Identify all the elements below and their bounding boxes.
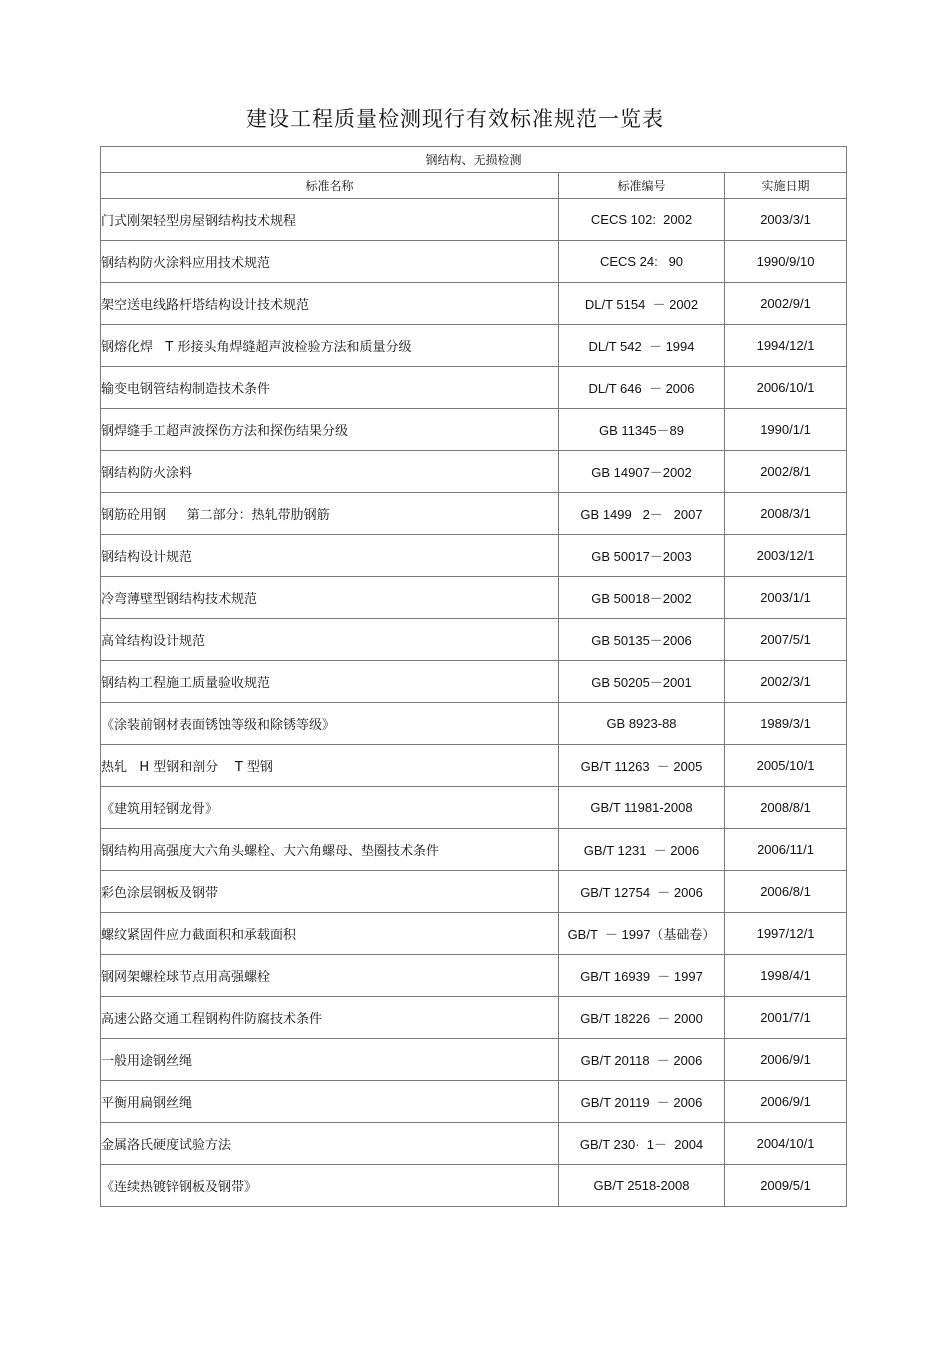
table-row (101, 1165, 847, 1207)
standard-code: GB 11345－89 (559, 409, 725, 451)
effective-date: 2006/11/1 (725, 829, 847, 871)
table-row (101, 829, 847, 871)
effective-date: 2008/3/1 (725, 493, 847, 535)
table-row (101, 577, 847, 619)
effective-date: 2006/8/1 (725, 871, 847, 913)
header-name: 标准名称 (101, 173, 559, 199)
table-row (101, 913, 847, 955)
standard-name: 钢焊缝手工超声波探伤方法和探伤结果分级 (101, 409, 559, 451)
standard-code: GB/T 12754 － 2006 (559, 871, 725, 913)
header-date: 实施日期 (725, 173, 847, 199)
table-row (101, 493, 847, 535)
table-row (101, 535, 847, 577)
standard-code: DL/T 542 － 1994 (559, 325, 725, 367)
standard-name: 高耸结构设计规范 (101, 619, 559, 661)
effective-date: 2003/12/1 (725, 535, 847, 577)
effective-date: 1989/3/1 (725, 703, 847, 745)
standard-name: 钢结构工程施工质量验收规范 (101, 661, 559, 703)
standard-name: 钢结构防火涂料 (101, 451, 559, 493)
effective-date: 1998/4/1 (725, 955, 847, 997)
table-row (101, 283, 847, 325)
effective-date: 1990/1/1 (725, 409, 847, 451)
section-title: 钢结构、无损检测 (101, 147, 847, 173)
standard-code: GB 14907－2002 (559, 451, 725, 493)
table-row (101, 871, 847, 913)
standard-code: GB 50135－2006 (559, 619, 725, 661)
effective-date: 1997/12/1 (725, 913, 847, 955)
standard-name: 《连续热镀锌钢板及钢带》 (101, 1165, 559, 1207)
standard-name: 钢结构设计规范 (101, 535, 559, 577)
standard-code: GB 50018－2002 (559, 577, 725, 619)
effective-date: 2004/10/1 (725, 1123, 847, 1165)
page-title: 建设工程质量检测现行有效标准规范一览表 (246, 107, 664, 131)
standard-code: CECS 24: 90 (559, 241, 725, 283)
effective-date: 2007/5/1 (725, 619, 847, 661)
standard-code: GB/T 18226 － 2000 (559, 997, 725, 1039)
table-row (101, 661, 847, 703)
standards-table (100, 146, 847, 1207)
effective-date: 2005/10/1 (725, 745, 847, 787)
table-row (101, 955, 847, 997)
standard-name: 彩色涂层钢板及钢带 (101, 871, 559, 913)
effective-date: 2006/9/1 (725, 1081, 847, 1123)
standard-code: DL/T 646 － 2006 (559, 367, 725, 409)
standard-name: 钢结构防火涂料应用技术规范 (101, 241, 559, 283)
standard-name: 螺纹紧固件应力截面积和承载面积 (101, 913, 559, 955)
effective-date: 1990/9/10 (725, 241, 847, 283)
standard-code: GB/T 11263 － 2005 (559, 745, 725, 787)
standard-code: CECS 102: 2002 (559, 199, 725, 241)
table-row (101, 325, 847, 367)
effective-date: 2002/9/1 (725, 283, 847, 325)
standard-code: DL/T 5154 － 2002 (559, 283, 725, 325)
effective-date: 2002/8/1 (725, 451, 847, 493)
effective-date: 2008/8/1 (725, 787, 847, 829)
standard-code: GB/T 1231 － 2006 (559, 829, 725, 871)
standard-code: GB/T 11981-2008 (559, 787, 725, 829)
table-row (101, 199, 847, 241)
table-row (101, 367, 847, 409)
standard-name: 钢网架螺栓球节点用高强螺栓 (101, 955, 559, 997)
table-row (101, 1081, 847, 1123)
standard-code: GB/T 20118 － 2006 (559, 1039, 725, 1081)
standard-code: GB 1499 2－ 2007 (559, 493, 725, 535)
standard-code: GB 50017－2003 (559, 535, 725, 577)
standard-name: 架空送电线路杆塔结构设计技术规范 (101, 283, 559, 325)
table-row (101, 997, 847, 1039)
effective-date: 2002/3/1 (725, 661, 847, 703)
section-row (101, 147, 847, 173)
effective-date: 2003/3/1 (725, 199, 847, 241)
table-row (101, 787, 847, 829)
header-row (101, 173, 847, 199)
standard-name: 《涂装前钢材表面锈蚀等级和除锈等级》 (101, 703, 559, 745)
standard-name: 门式刚架轻型房屋钢结构技术规程 (101, 199, 559, 241)
standard-name: 钢筋砼用钢 第二部分：热轧带肋钢筋 (101, 493, 559, 535)
effective-date: 2003/1/1 (725, 577, 847, 619)
standard-code: GB/T 20119 － 2006 (559, 1081, 725, 1123)
standard-code: GB/T － 1997（基础卷） (559, 913, 725, 955)
standard-name: 冷弯薄壁型钢结构技术规范 (101, 577, 559, 619)
effective-date: 2006/9/1 (725, 1039, 847, 1081)
table-row (101, 619, 847, 661)
table-row (101, 409, 847, 451)
effective-date: 2006/10/1 (725, 367, 847, 409)
standard-name: 热轧 H 型钢和剖分 T 型钢 (101, 745, 559, 787)
standard-name: 《建筑用轻钢龙骨》 (101, 787, 559, 829)
header-code: 标准编号 (559, 173, 725, 199)
table-row (101, 241, 847, 283)
standard-name: 输变电钢管结构制造技术条件 (101, 367, 559, 409)
standard-code: GB 8923-88 (559, 703, 725, 745)
standard-name: 钢熔化焊 T 形接头角焊缝超声波检验方法和质量分级 (101, 325, 559, 367)
table-row (101, 703, 847, 745)
table-row (101, 1123, 847, 1165)
standard-name: 金属洛氏硬度试验方法 (101, 1123, 559, 1165)
standard-name: 高速公路交通工程钢构件防腐技术条件 (101, 997, 559, 1039)
table-row (101, 1039, 847, 1081)
standard-name: 平衡用扁钢丝绳 (101, 1081, 559, 1123)
standard-code: GB/T 16939 － 1997 (559, 955, 725, 997)
standard-code: GB/T 2518-2008 (559, 1165, 725, 1207)
standard-code: GB/T 230· 1－ 2004 (559, 1123, 725, 1165)
effective-date: 1994/12/1 (725, 325, 847, 367)
effective-date: 2009/5/1 (725, 1165, 847, 1207)
standard-code: GB 50205－2001 (559, 661, 725, 703)
standard-name: 一般用途钢丝绳 (101, 1039, 559, 1081)
effective-date: 2001/7/1 (725, 997, 847, 1039)
standard-name: 钢结构用高强度大六角头螺栓、大六角螺母、垫圈技术条件 (101, 829, 559, 871)
table-row (101, 745, 847, 787)
table-row (101, 451, 847, 493)
